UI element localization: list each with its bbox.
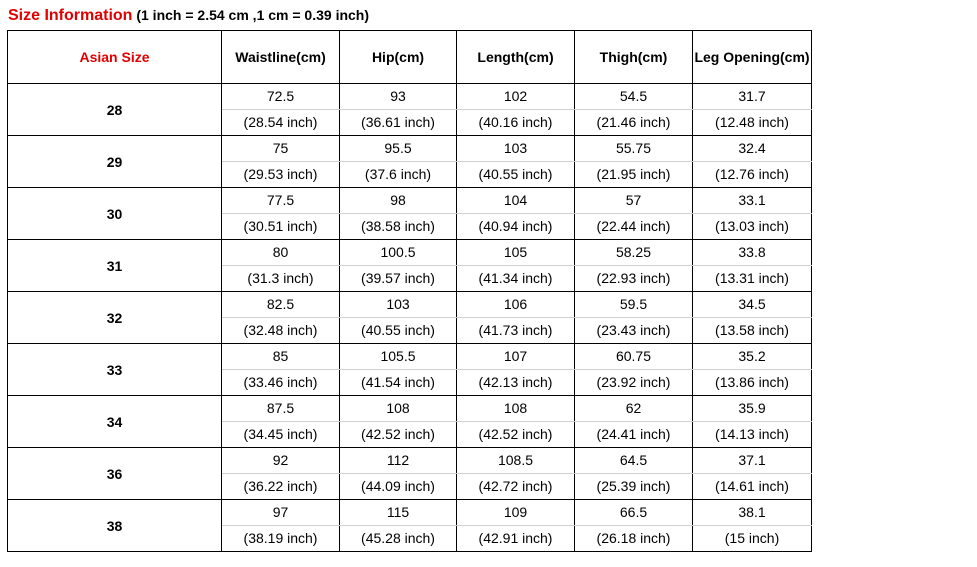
table-row <box>8 240 812 266</box>
table-row <box>8 396 812 422</box>
length-inch-cell: (42.13 inch) <box>457 370 575 396</box>
thigh-cm-cell: 59.5 <box>575 292 693 318</box>
hip-inch-cell: (38.58 inch) <box>340 214 457 240</box>
length-cm-cell: 108 <box>457 396 575 422</box>
length-inch-cell: (40.55 inch) <box>457 162 575 188</box>
table-row <box>8 500 812 526</box>
waistline-inch-cell: (36.22 inch) <box>222 474 340 500</box>
length-cm-cell: 108.5 <box>457 448 575 474</box>
length-inch-cell: (42.52 inch) <box>457 422 575 448</box>
hip-inch-cell: (37.6 inch) <box>340 162 457 188</box>
table-row <box>8 188 812 214</box>
table-row <box>8 136 812 162</box>
hip-inch-cell: (36.61 inch) <box>340 110 457 136</box>
thigh-cm-cell: 54.5 <box>575 84 693 110</box>
leg-opening-inch-cell: (14.13 inch) <box>693 422 812 448</box>
thigh-inch-cell: (21.95 inch) <box>575 162 693 188</box>
waistline-inch-cell: (29.53 inch) <box>222 162 340 188</box>
length-inch-cell: (42.72 inch) <box>457 474 575 500</box>
waistline-inch-cell: (28.54 inch) <box>222 110 340 136</box>
table-row <box>8 292 812 318</box>
length-inch-cell: (41.34 inch) <box>457 266 575 292</box>
table-row <box>8 344 812 370</box>
leg-opening-inch-cell: (14.61 inch) <box>693 474 812 500</box>
waistline-inch-cell: (32.48 inch) <box>222 318 340 344</box>
waistline-cm-cell: 87.5 <box>222 396 340 422</box>
leg-opening-inch-cell: (13.86 inch) <box>693 370 812 396</box>
hip-inch-cell: (45.28 inch) <box>340 526 457 552</box>
size-cell: 28 <box>8 84 222 136</box>
thigh-inch-cell: (25.39 inch) <box>575 474 693 500</box>
header-thigh: Thigh(cm) <box>575 31 693 84</box>
size-cell: 38 <box>8 500 222 552</box>
hip-inch-cell: (39.57 inch) <box>340 266 457 292</box>
leg-opening-cm-cell: 33.8 <box>693 240 812 266</box>
leg-opening-cm-cell: 34.5 <box>693 292 812 318</box>
leg-opening-cm-cell: 35.2 <box>693 344 812 370</box>
waistline-cm-cell: 92 <box>222 448 340 474</box>
title-main-text: Size Information <box>8 7 133 24</box>
header-leg-opening: Leg Opening(cm) <box>693 31 812 84</box>
waistline-inch-cell: (34.45 inch) <box>222 422 340 448</box>
hip-cm-cell: 100.5 <box>340 240 457 266</box>
size-information-title <box>8 7 369 25</box>
hip-inch-cell: (44.09 inch) <box>340 474 457 500</box>
thigh-inch-cell: (23.43 inch) <box>575 318 693 344</box>
hip-cm-cell: 108 <box>340 396 457 422</box>
size-cell: 31 <box>8 240 222 292</box>
waistline-cm-cell: 97 <box>222 500 340 526</box>
thigh-cm-cell: 62 <box>575 396 693 422</box>
header-length: Length(cm) <box>457 31 575 84</box>
thigh-inch-cell: (24.41 inch) <box>575 422 693 448</box>
waistline-inch-cell: (38.19 inch) <box>222 526 340 552</box>
leg-opening-inch-cell: (12.76 inch) <box>693 162 812 188</box>
leg-opening-cm-cell: 38.1 <box>693 500 812 526</box>
length-cm-cell: 104 <box>457 188 575 214</box>
thigh-cm-cell: 64.5 <box>575 448 693 474</box>
length-cm-cell: 102 <box>457 84 575 110</box>
leg-opening-cm-cell: 37.1 <box>693 448 812 474</box>
waistline-cm-cell: 72.5 <box>222 84 340 110</box>
length-cm-cell: 105 <box>457 240 575 266</box>
size-cell: 33 <box>8 344 222 396</box>
length-inch-cell: (40.94 inch) <box>457 214 575 240</box>
table-row <box>8 448 812 474</box>
hip-cm-cell: 103 <box>340 292 457 318</box>
hip-inch-cell: (40.55 inch) <box>340 318 457 344</box>
length-cm-cell: 106 <box>457 292 575 318</box>
thigh-cm-cell: 55.75 <box>575 136 693 162</box>
waistline-inch-cell: (31.3 inch) <box>222 266 340 292</box>
leg-opening-inch-cell: (13.31 inch) <box>693 266 812 292</box>
hip-cm-cell: 112 <box>340 448 457 474</box>
thigh-inch-cell: (22.44 inch) <box>575 214 693 240</box>
header-asian-size: Asian Size <box>8 31 222 84</box>
size-cell: 34 <box>8 396 222 448</box>
waistline-cm-cell: 75 <box>222 136 340 162</box>
hip-cm-cell: 95.5 <box>340 136 457 162</box>
waistline-cm-cell: 80 <box>222 240 340 266</box>
hip-cm-cell: 98 <box>340 188 457 214</box>
leg-opening-inch-cell: (13.03 inch) <box>693 214 812 240</box>
thigh-inch-cell: (23.92 inch) <box>575 370 693 396</box>
leg-opening-inch-cell: (12.48 inch) <box>693 110 812 136</box>
leg-opening-inch-cell: (13.58 inch) <box>693 318 812 344</box>
waistline-cm-cell: 77.5 <box>222 188 340 214</box>
waistline-cm-cell: 82.5 <box>222 292 340 318</box>
waistline-inch-cell: (30.51 inch) <box>222 214 340 240</box>
hip-inch-cell: (41.54 inch) <box>340 370 457 396</box>
thigh-inch-cell: (22.93 inch) <box>575 266 693 292</box>
size-cell: 29 <box>8 136 222 188</box>
table-row <box>8 84 812 110</box>
thigh-cm-cell: 57 <box>575 188 693 214</box>
header-hip: Hip(cm) <box>340 31 457 84</box>
leg-opening-cm-cell: 35.9 <box>693 396 812 422</box>
table-header-row <box>8 31 812 84</box>
thigh-inch-cell: (26.18 inch) <box>575 526 693 552</box>
leg-opening-cm-cell: 32.4 <box>693 136 812 162</box>
hip-inch-cell: (42.52 inch) <box>340 422 457 448</box>
size-cell: 36 <box>8 448 222 500</box>
thigh-cm-cell: 66.5 <box>575 500 693 526</box>
size-cell: 32 <box>8 292 222 344</box>
hip-cm-cell: 93 <box>340 84 457 110</box>
waistline-inch-cell: (33.46 inch) <box>222 370 340 396</box>
thigh-cm-cell: 58.25 <box>575 240 693 266</box>
length-inch-cell: (40.16 inch) <box>457 110 575 136</box>
header-waistline: Waistline(cm) <box>222 31 340 84</box>
length-inch-cell: (41.73 inch) <box>457 318 575 344</box>
leg-opening-inch-cell: (15 inch) <box>693 526 812 552</box>
leg-opening-cm-cell: 31.7 <box>693 84 812 110</box>
hip-cm-cell: 115 <box>340 500 457 526</box>
size-cell: 30 <box>8 188 222 240</box>
length-cm-cell: 103 <box>457 136 575 162</box>
length-cm-cell: 107 <box>457 344 575 370</box>
waistline-cm-cell: 85 <box>222 344 340 370</box>
hip-cm-cell: 105.5 <box>340 344 457 370</box>
title-conversion-note: (1 inch = 2.54 cm ,1 cm = 0.39 inch) <box>132 7 370 23</box>
size-chart-table <box>7 30 812 552</box>
thigh-cm-cell: 60.75 <box>575 344 693 370</box>
leg-opening-cm-cell: 33.1 <box>693 188 812 214</box>
thigh-inch-cell: (21.46 inch) <box>575 110 693 136</box>
length-cm-cell: 109 <box>457 500 575 526</box>
table-body <box>8 84 812 552</box>
length-inch-cell: (42.91 inch) <box>457 526 575 552</box>
